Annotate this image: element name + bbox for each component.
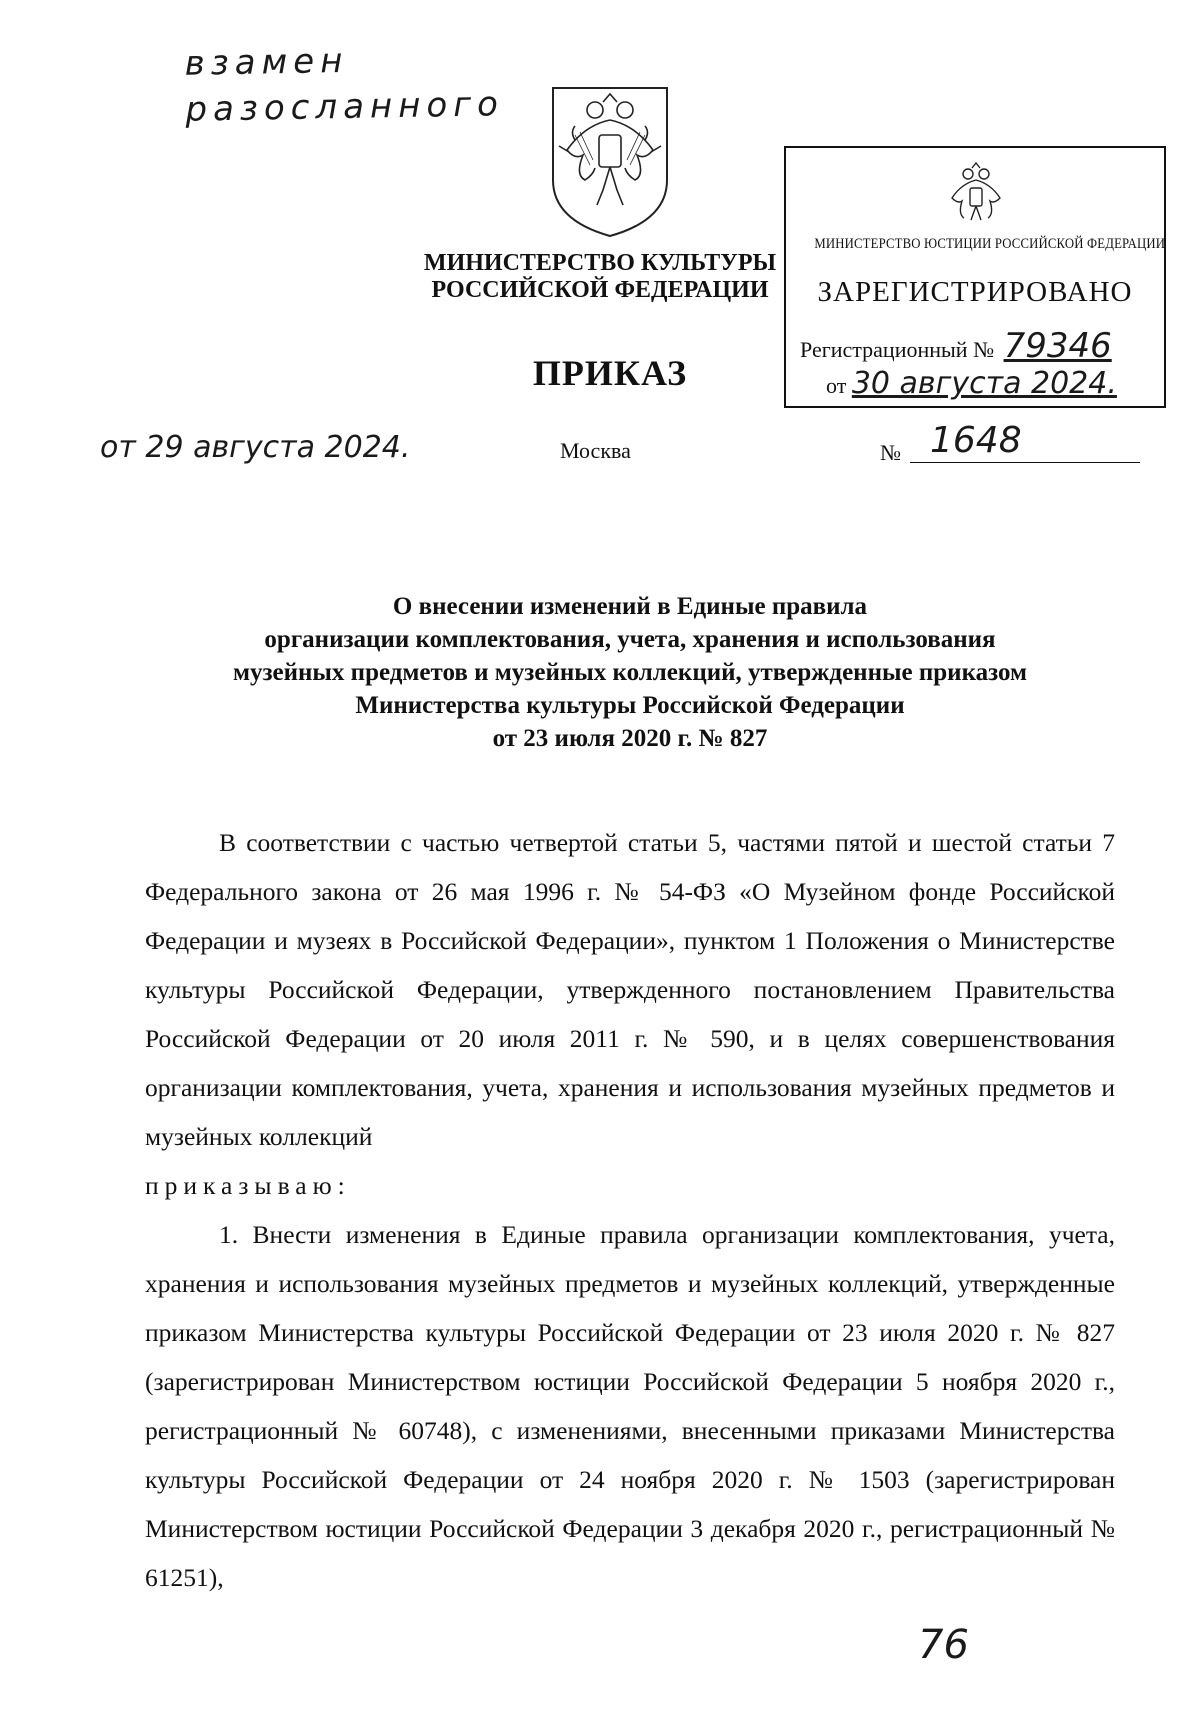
registration-stamp: [784, 146, 1166, 408]
stamp-date-prefix: от: [826, 373, 847, 398]
stamp-reg-label: Регистрационный №: [800, 337, 995, 362]
order-number: 1648: [930, 420, 1022, 461]
ministry-name-line-2: РОССИЙСКОЙ ФЕДЕРАЦИИ: [431, 277, 769, 303]
city: Москва: [560, 438, 631, 463]
heading-line-2: организации комплектования, учета, хранения и использования: [264, 626, 996, 653]
body-paragraph-2-text: 1. Внести изменения в Единые правила организации комплектования, учета, хранения и использования музейных предметов и музейных коллекций, утвержденные приказом Министерства культуры Российской Федерации от 23 июля 2020 г. № 827 (зарегистрирован Министерством юстиции Российской Федерации 5 ноября 2020 г., регистрационный № 60748), с изменениями, внесенными приказами Министерства культуры Российской Федерации от 24 ноября 2020 г. № 1503 (зарегистрирован Министерством юстиции Российской Федерации 3 декабря 2020 г., регистрационный № 61251),: [145, 1220, 1115, 1592]
body-paragraph-1: [145, 818, 1115, 1161]
stamp-emblem-icon: [946, 160, 1006, 230]
stamp-registration-line: [800, 326, 1112, 366]
document-body: [145, 818, 1115, 1602]
handwritten-note-line-1: взамен: [184, 40, 349, 84]
ministry-name: [400, 250, 800, 304]
heading-line-4: Министерства культуры Российской Федерации: [355, 692, 905, 719]
heading-line-1: О внесении изменений в Единые правила: [392, 593, 868, 620]
order-number-label: №: [880, 440, 901, 465]
body-paragraph-2: [145, 1210, 1115, 1602]
stamp-date-line: [826, 366, 1117, 401]
stamp-status: ЗАРЕГИСТРИРОВАНО: [817, 276, 1133, 308]
stamp-date: 30 августа 2024.: [851, 366, 1117, 401]
document-heading: [140, 590, 1120, 755]
order-date: от 29 августа 2024.: [100, 430, 411, 465]
heading-line-3: музейных предметов и музейных коллекций, утвержденные приказом: [232, 659, 1028, 686]
stamp-ministry: МИНИСТЕРСТВО ЮСТИЦИИ РОССИЙСКОЙ ФЕДЕРАЦИИ: [814, 236, 1166, 252]
handwritten-note-line-2: разосланного: [185, 84, 505, 130]
heading-line-5: от 23 июля 2020 г. № 827: [492, 725, 768, 752]
decree-word: приказываю:: [145, 1171, 351, 1200]
order-number-underline: [910, 462, 1140, 463]
handwritten-note: [184, 35, 504, 133]
page-mark: 76: [918, 1622, 969, 1668]
body-paragraph-1-text: В соответствии с частью четвертой статьи 5, частями пятой и шестой статьи 7 Федерального закона от 26 мая 1996 г. № 54-ФЗ «О Музейном фонде Российской Федерации и музеях в Российской Федерации», пунктом 1 Положения о Министерстве культуры Российской Федерации, утвержденного постановлением Правительства Российской Федерации от 20 июля 2011 г. № 590, и в целях совершенствования организации комплектования, учета, хранения и использования музейных предметов и музейных коллекций: [145, 828, 1115, 1151]
stamp-reg-number: 79346: [1003, 326, 1112, 366]
coat-of-arms-icon: [545, 80, 675, 240]
body-decree-word: [145, 1161, 1115, 1210]
document-type: ПРИКАЗ: [532, 353, 688, 393]
ministry-name-line-1: МИНИСТЕРСТВО КУЛЬТУРЫ: [423, 250, 777, 276]
